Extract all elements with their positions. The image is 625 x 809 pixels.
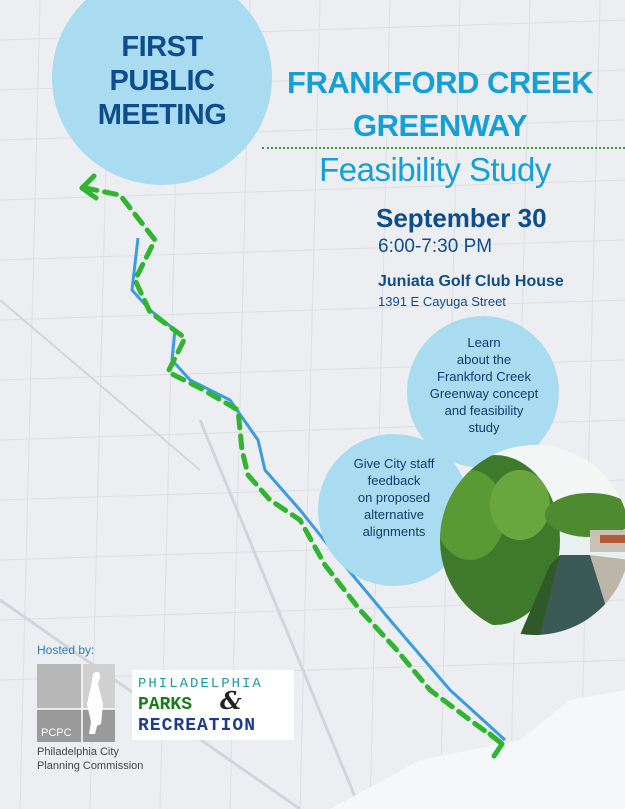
title-divider xyxy=(262,147,625,149)
meeting-badge-line: FIRST xyxy=(121,31,203,63)
learn-line: Greenway concept xyxy=(429,386,539,401)
pcpc-logo xyxy=(37,664,115,742)
feedback-line: Give City staff xyxy=(353,456,435,471)
event-date: September 30 xyxy=(376,203,547,233)
title-line-2: GREENWAY xyxy=(352,108,527,143)
parks-logo-philadelphia: PHILADELPHIA xyxy=(138,676,263,692)
learn-line: study xyxy=(468,420,500,435)
pcpc-caption xyxy=(37,745,143,773)
event-address: 1391 E Cayuga Street xyxy=(378,294,506,309)
meeting-badge-line: PUBLIC xyxy=(109,65,215,97)
parks-logo-recreation: RECREATION xyxy=(138,716,257,736)
event-venue: Juniata Golf Club House xyxy=(378,273,564,290)
learn-line: Learn xyxy=(467,335,501,350)
learn-bubble-text xyxy=(409,334,559,436)
hosted-by-label: Hosted by: xyxy=(37,643,95,657)
learn-line: and feasibility xyxy=(444,403,524,418)
event-time: 6:00-7:30 PM xyxy=(378,236,493,257)
title-line-1: FRANKFORD CREEK xyxy=(287,65,593,100)
learn-line: about the xyxy=(456,352,512,367)
meeting-badge-line: MEETING xyxy=(97,99,227,131)
parks-logo-ampersand: & xyxy=(220,686,242,715)
feedback-line: alignments xyxy=(362,524,426,539)
pcpc-caption-line: Philadelphia City xyxy=(37,746,119,758)
pcpc-logo-text: PCPC xyxy=(41,727,72,739)
parks-logo-parks: PARKS xyxy=(138,695,193,715)
learn-line: Frankford Creek xyxy=(437,369,531,384)
subtitle: Feasibility Study xyxy=(319,151,551,188)
feedback-line: feedback xyxy=(367,473,421,488)
feedback-line: alternative xyxy=(364,507,424,522)
pcpc-caption-line: Planning Commission xyxy=(37,760,144,772)
feedback-line: on proposed xyxy=(357,490,431,505)
meeting-badge-text xyxy=(62,30,262,132)
creek-photo xyxy=(440,445,625,635)
